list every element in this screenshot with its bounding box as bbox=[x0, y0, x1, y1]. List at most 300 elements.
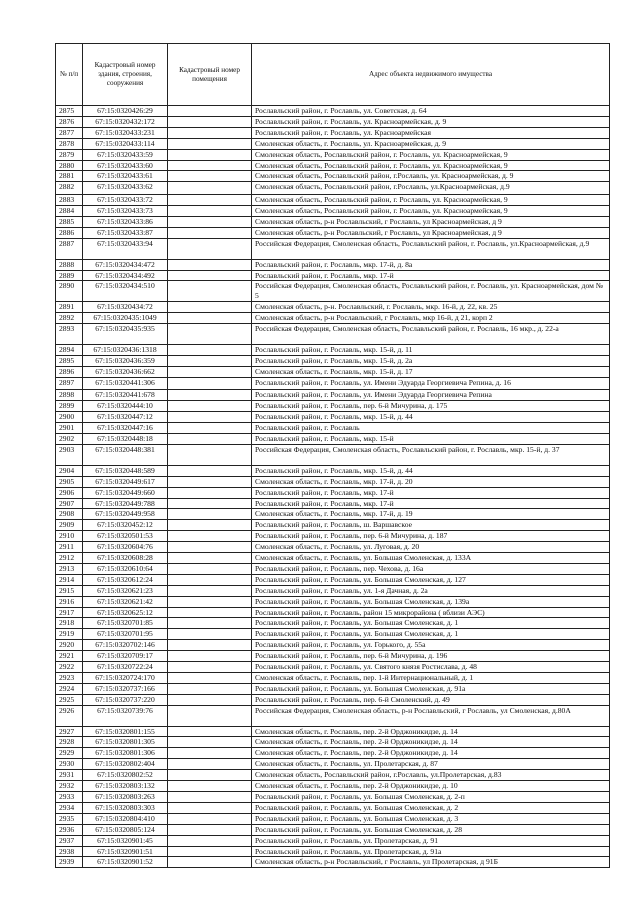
row-number: 2930 bbox=[56, 759, 83, 770]
cadastral-number: 67:15:0320608:28 bbox=[83, 553, 168, 564]
table-row bbox=[56, 281, 610, 302]
table-row bbox=[56, 662, 610, 673]
row-number: 2926 bbox=[56, 705, 83, 726]
cadastral-number: 67:15:0320449:788 bbox=[83, 498, 168, 509]
row-number: 2896 bbox=[56, 366, 83, 377]
row-number: 2920 bbox=[56, 640, 83, 651]
table-row bbox=[56, 542, 610, 553]
cadastral-number: 67:15:0320433:86 bbox=[83, 217, 168, 228]
table-row bbox=[56, 520, 610, 531]
room-cadastral-number bbox=[168, 770, 252, 781]
row-number: 2935 bbox=[56, 813, 83, 824]
room-cadastral-number bbox=[168, 195, 252, 206]
cadastral-number: 67:15:0320434:492 bbox=[83, 270, 168, 281]
row-number: 2925 bbox=[56, 694, 83, 705]
address-cell: Смоленская область, р-н. Рославльский, г. Рославль, мкр. 16-й, д. 22, кв. 25 bbox=[252, 302, 610, 313]
cadastral-number: 67:15:0320803:263 bbox=[83, 791, 168, 802]
address-cell: Российская Федерация, Смоленская область, Рославльский район, г. Рославль, 16 мкр., д. 22-а bbox=[252, 324, 610, 345]
table-row bbox=[56, 770, 610, 781]
room-cadastral-number bbox=[168, 377, 252, 390]
row-number: 2900 bbox=[56, 412, 83, 423]
header-num: № п/п bbox=[56, 44, 83, 106]
cadastral-number: 67:15:0320448:18 bbox=[83, 434, 168, 445]
table-row bbox=[56, 434, 610, 445]
row-number: 2881 bbox=[56, 171, 83, 182]
room-cadastral-number bbox=[168, 748, 252, 759]
room-cadastral-number bbox=[168, 813, 252, 824]
row-number: 2915 bbox=[56, 585, 83, 596]
address-cell: Рославльский район, г. Рославль, мкр. 15-й, д. 11 bbox=[252, 344, 610, 355]
room-cadastral-number bbox=[168, 574, 252, 585]
table-row bbox=[56, 640, 610, 651]
row-number: 2882 bbox=[56, 182, 83, 195]
table-row bbox=[56, 270, 610, 281]
cadastral-number: 67:15:0320805:124 bbox=[83, 824, 168, 835]
cadastral-number: 67:15:0320433:62 bbox=[83, 182, 168, 195]
table-row bbox=[56, 377, 610, 390]
table-row bbox=[56, 206, 610, 217]
row-number: 2938 bbox=[56, 846, 83, 857]
cadastral-number: 67:15:0320801:306 bbox=[83, 748, 168, 759]
address-cell: Рославльский район, г. Рославль, мкр. 15-й, д. 44 bbox=[252, 412, 610, 423]
table-row bbox=[56, 846, 610, 857]
address-cell: Рославльский район, г. Рославль, ул. Большая Смоленская, д. 1 bbox=[252, 629, 610, 640]
cadastral-number: 67:15:0320435:935 bbox=[83, 324, 168, 345]
table-row bbox=[56, 476, 610, 487]
table-row bbox=[56, 106, 610, 117]
room-cadastral-number bbox=[168, 476, 252, 487]
table-row bbox=[56, 694, 610, 705]
address-cell: Смоленская область, Рославльский район, г. Рославль, ул. Красноармейская, 9 bbox=[252, 206, 610, 217]
cadastral-number: 67:15:0320434:510 bbox=[83, 281, 168, 302]
cadastral-number: 67:15:0320444:10 bbox=[83, 401, 168, 412]
room-cadastral-number bbox=[168, 781, 252, 792]
table-row bbox=[56, 781, 610, 792]
row-number: 2898 bbox=[56, 390, 83, 401]
table-row bbox=[56, 563, 610, 574]
address-cell: Смоленская область, г. Рославль, пер. 2-й Орджоникидзе, д. 14 bbox=[252, 726, 610, 737]
address-cell: Смоленская область, г. Рославль, ул. Красноармейская, д. 9 bbox=[252, 138, 610, 149]
row-number: 2889 bbox=[56, 270, 83, 281]
room-cadastral-number bbox=[168, 835, 252, 846]
table-row bbox=[56, 401, 610, 412]
table-row bbox=[56, 313, 610, 324]
room-cadastral-number bbox=[168, 270, 252, 281]
row-number: 2892 bbox=[56, 313, 83, 324]
table-row bbox=[56, 182, 610, 195]
address-cell: Смоленская область, р-н Рославльский, г Рославль, мкр 16-й, д 21, корп 2 bbox=[252, 313, 610, 324]
cadastral-number: 67:15:0320737:220 bbox=[83, 694, 168, 705]
room-cadastral-number bbox=[168, 149, 252, 160]
cadastral-number: 67:15:0320433:73 bbox=[83, 206, 168, 217]
cadastral-number: 67:15:0320901:45 bbox=[83, 835, 168, 846]
table-row bbox=[56, 802, 610, 813]
cadastral-number: 67:15:0320434:472 bbox=[83, 259, 168, 270]
room-cadastral-number bbox=[168, 596, 252, 607]
address-cell: Смоленская область, г. Рославль, ул. Луговая, д. 20 bbox=[252, 542, 610, 553]
address-cell: Рославльский район, г. Рославль, ул. Большая Смоленская, д. 3 bbox=[252, 813, 610, 824]
room-cadastral-number bbox=[168, 206, 252, 217]
address-cell: Российская Федерация, Смоленская область, Рославльский район, г. Рославль, ул.Красноармейская, д.9 bbox=[252, 238, 610, 259]
address-cell: Смоленская область, г. Рославль, пер. 2-й Орджоникидзе, д. 10 bbox=[252, 781, 610, 792]
table-row bbox=[56, 737, 610, 748]
cadastral-number: 67:15:0320701:95 bbox=[83, 629, 168, 640]
address-cell: Смоленская область, г. Рославль, ул. Пролетарская, д. 87 bbox=[252, 759, 610, 770]
address-cell: Смоленская область, г. Рославль, ул. Большая Смоленская, д. 133А bbox=[252, 553, 610, 564]
room-cadastral-number bbox=[168, 498, 252, 509]
cadastral-number: 67:15:0320625:12 bbox=[83, 607, 168, 618]
room-cadastral-number bbox=[168, 846, 252, 857]
row-number: 2905 bbox=[56, 476, 83, 487]
row-number: 2921 bbox=[56, 651, 83, 662]
cadastral-number: 67:15:0320803:303 bbox=[83, 802, 168, 813]
address-cell: Рославльский район, г. Рославль, мкр. 17-й bbox=[252, 498, 610, 509]
room-cadastral-number bbox=[168, 182, 252, 195]
room-cadastral-number bbox=[168, 313, 252, 324]
address-cell: Рославльский район, г. Рославль, мкр. 17-й bbox=[252, 487, 610, 498]
address-cell: Рославльский район, г. Рославль, ул. Горького, д. 55а bbox=[252, 640, 610, 651]
room-cadastral-number bbox=[168, 423, 252, 434]
cadastral-number: 67:15:0320434:72 bbox=[83, 302, 168, 313]
row-number: 2936 bbox=[56, 824, 83, 835]
room-cadastral-number bbox=[168, 401, 252, 412]
room-cadastral-number bbox=[168, 366, 252, 377]
address-cell: Смоленская область, р-н Рославльский, г Рославль, ул Пролетарская, д 91Б bbox=[252, 857, 610, 868]
address-cell: Рославльский район, г. Рославль, ул. Имени Эдуарда Георгиевича Репина bbox=[252, 390, 610, 401]
cadastral-number: 67:15:0320701:85 bbox=[83, 618, 168, 629]
cadastral-number: 67:15:0320802:52 bbox=[83, 770, 168, 781]
cadastral-number: 67:15:0320621:23 bbox=[83, 585, 168, 596]
address-cell: Рославльский район, г. Рославль, пер. 6-й Мичурина, д. 187 bbox=[252, 531, 610, 542]
room-cadastral-number bbox=[168, 127, 252, 138]
row-number: 2887 bbox=[56, 238, 83, 259]
table-row bbox=[56, 138, 610, 149]
table-row bbox=[56, 748, 610, 759]
table-row bbox=[56, 116, 610, 127]
header-cadastral-room: Кадастровый номер помещения bbox=[168, 44, 252, 106]
table-row bbox=[56, 759, 610, 770]
room-cadastral-number bbox=[168, 651, 252, 662]
table-row bbox=[56, 344, 610, 355]
cadastral-number: 67:15:0320435:1049 bbox=[83, 313, 168, 324]
room-cadastral-number bbox=[168, 802, 252, 813]
table-row bbox=[56, 553, 610, 564]
row-number: 2902 bbox=[56, 434, 83, 445]
row-number: 2893 bbox=[56, 324, 83, 345]
room-cadastral-number bbox=[168, 445, 252, 466]
room-cadastral-number bbox=[168, 238, 252, 259]
cadastral-number: 67:15:0320702:146 bbox=[83, 640, 168, 651]
address-cell: Рославльский район, г. Рославль, ул. Красноармейская bbox=[252, 127, 610, 138]
address-cell: Рославльский район, г. Рославль, мкр. 15-й, д. 2а bbox=[252, 355, 610, 366]
room-cadastral-number bbox=[168, 520, 252, 531]
room-cadastral-number bbox=[168, 302, 252, 313]
room-cadastral-number bbox=[168, 726, 252, 737]
row-number: 2924 bbox=[56, 683, 83, 694]
cadastral-number: 67:15:0320612:24 bbox=[83, 574, 168, 585]
table-row bbox=[56, 509, 610, 520]
table-row bbox=[56, 160, 610, 171]
address-cell: Смоленская область, Рославльский район, г.Рославль, ул.Пролетарская, д.83 bbox=[252, 770, 610, 781]
cadastral-number: 67:15:0320449:617 bbox=[83, 476, 168, 487]
room-cadastral-number bbox=[168, 683, 252, 694]
cadastral-number: 67:15:0320448:381 bbox=[83, 445, 168, 466]
row-number: 2904 bbox=[56, 465, 83, 476]
room-cadastral-number bbox=[168, 227, 252, 238]
room-cadastral-number bbox=[168, 585, 252, 596]
room-cadastral-number bbox=[168, 629, 252, 640]
address-cell: Рославльский район, г. Рославль, ул. Большая Смоленская, д. 127 bbox=[252, 574, 610, 585]
row-number: 2875 bbox=[56, 106, 83, 117]
cadastral-number: 67:15:0320621:42 bbox=[83, 596, 168, 607]
row-number: 2923 bbox=[56, 673, 83, 684]
table-row bbox=[56, 596, 610, 607]
room-cadastral-number bbox=[168, 355, 252, 366]
row-number: 2907 bbox=[56, 498, 83, 509]
room-cadastral-number bbox=[168, 465, 252, 476]
row-number: 2890 bbox=[56, 281, 83, 302]
row-number: 2891 bbox=[56, 302, 83, 313]
room-cadastral-number bbox=[168, 553, 252, 564]
address-cell: Рославльский район, г. Рославль, мкр. 15-й bbox=[252, 434, 610, 445]
room-cadastral-number bbox=[168, 344, 252, 355]
table-row bbox=[56, 302, 610, 313]
cadastral-number: 67:15:0320452:12 bbox=[83, 520, 168, 531]
room-cadastral-number bbox=[168, 434, 252, 445]
address-cell: Рославльский район, г. Рославль, ул. Советская, д. 64 bbox=[252, 106, 610, 117]
row-number: 2918 bbox=[56, 618, 83, 629]
address-cell: Российская Федерация, Смоленская область, Рославльский район, г. Рославль, ул. Красноармейская, дом № 5 bbox=[252, 281, 610, 302]
cadastral-number: 67:15:0320441:306 bbox=[83, 377, 168, 390]
room-cadastral-number bbox=[168, 412, 252, 423]
row-number: 2886 bbox=[56, 227, 83, 238]
cadastral-number: 67:15:0320449:958 bbox=[83, 509, 168, 520]
cadastral-number: 67:15:0320801:305 bbox=[83, 737, 168, 748]
cadastral-number: 67:15:0320433:231 bbox=[83, 127, 168, 138]
room-cadastral-number bbox=[168, 618, 252, 629]
address-cell: Рославльский район, г. Рославль, ул. Красноармейская, д. 9 bbox=[252, 116, 610, 127]
cadastral-number: 67:15:0320804:410 bbox=[83, 813, 168, 824]
address-cell: Рославльский район, г. Рославль, пер. 6-й Мичурина, д. 196 bbox=[252, 651, 610, 662]
row-number: 2916 bbox=[56, 596, 83, 607]
row-number: 2888 bbox=[56, 259, 83, 270]
table-row bbox=[56, 127, 610, 138]
table-row bbox=[56, 465, 610, 476]
address-cell: Смоленская область, р-н Рославльский, г Рославль, ул Красноармейская, д 9 bbox=[252, 227, 610, 238]
room-cadastral-number bbox=[168, 487, 252, 498]
address-cell: Рославльский район, г. Рославль, ул. Пролетарская, д. 91 bbox=[252, 835, 610, 846]
cadastral-number: 67:15:0320433:60 bbox=[83, 160, 168, 171]
row-number: 2933 bbox=[56, 791, 83, 802]
room-cadastral-number bbox=[168, 531, 252, 542]
row-number: 2885 bbox=[56, 217, 83, 228]
table-row bbox=[56, 171, 610, 182]
room-cadastral-number bbox=[168, 160, 252, 171]
room-cadastral-number bbox=[168, 138, 252, 149]
cadastral-number: 67:15:0320722:24 bbox=[83, 662, 168, 673]
table-row bbox=[56, 487, 610, 498]
row-number: 2914 bbox=[56, 574, 83, 585]
cadastral-number: 67:15:0320432:172 bbox=[83, 116, 168, 127]
table-row bbox=[56, 195, 610, 206]
header-cadastral-building: Кадастровый номер здания, строения, сооружения bbox=[83, 44, 168, 106]
address-cell: Рославльский район, г. Рославль, ул. Большая Смоленская, д. 28 bbox=[252, 824, 610, 835]
address-cell: Рославльский район, г. Рославль, ул. Имени Эдуарда Георгиевича Репина, д. 16 bbox=[252, 377, 610, 390]
address-cell: Рославльский район, г. Рославль, ул. Святого князя Ростислава, д. 48 bbox=[252, 662, 610, 673]
room-cadastral-number bbox=[168, 694, 252, 705]
row-number: 2894 bbox=[56, 344, 83, 355]
row-number: 2880 bbox=[56, 160, 83, 171]
cadastral-number: 67:15:0320449:660 bbox=[83, 487, 168, 498]
table-row bbox=[56, 498, 610, 509]
table-row bbox=[56, 149, 610, 160]
cadastral-number: 67:15:0320610:64 bbox=[83, 563, 168, 574]
row-number: 2927 bbox=[56, 726, 83, 737]
cadastral-number: 67:15:0320709:17 bbox=[83, 651, 168, 662]
room-cadastral-number bbox=[168, 857, 252, 868]
room-cadastral-number bbox=[168, 673, 252, 684]
table-row bbox=[56, 726, 610, 737]
cadastral-number: 67:15:0320604:76 bbox=[83, 542, 168, 553]
cadastral-number: 67:15:0320901:52 bbox=[83, 857, 168, 868]
cadastral-number: 67:15:0320433:72 bbox=[83, 195, 168, 206]
cadastral-number: 67:15:0320441:678 bbox=[83, 390, 168, 401]
row-number: 2932 bbox=[56, 781, 83, 792]
table-row bbox=[56, 574, 610, 585]
address-cell: Смоленская область, Рославльский район, г. Рославль, ул. Красноармейская, 9 bbox=[252, 195, 610, 206]
table-row bbox=[56, 824, 610, 835]
address-cell: Смоленская область, г. Рославль, пер. 1-й Интернациональный, д. 1 bbox=[252, 673, 610, 684]
cadastral-number: 67:15:0320436:1318 bbox=[83, 344, 168, 355]
cadastral-number: 67:15:0320433:94 bbox=[83, 238, 168, 259]
cadastral-number: 67:15:0320433:114 bbox=[83, 138, 168, 149]
row-number: 2931 bbox=[56, 770, 83, 781]
room-cadastral-number bbox=[168, 281, 252, 302]
address-cell: Рославльский район, г. Рославль, мкр. 17-й bbox=[252, 270, 610, 281]
address-cell: Рославльский район, г. Рославль, ул. 1-я Дачная, д. 2а bbox=[252, 585, 610, 596]
row-number: 2910 bbox=[56, 531, 83, 542]
row-number: 2895 bbox=[56, 355, 83, 366]
cadastral-number: 67:15:0320801:155 bbox=[83, 726, 168, 737]
table-row bbox=[56, 227, 610, 238]
address-cell: Рославльский район, г. Рославль, ул. Пролетарская, д. 91а bbox=[252, 846, 610, 857]
room-cadastral-number bbox=[168, 824, 252, 835]
row-number: 2879 bbox=[56, 149, 83, 160]
room-cadastral-number bbox=[168, 640, 252, 651]
room-cadastral-number bbox=[168, 217, 252, 228]
address-cell: Смоленская область, г. Рославль, пер. 2-й Орджоникидзе, д. 14 bbox=[252, 737, 610, 748]
table-row bbox=[56, 324, 610, 345]
row-number: 2911 bbox=[56, 542, 83, 553]
room-cadastral-number bbox=[168, 607, 252, 618]
cadastral-number: 67:15:0320501:53 bbox=[83, 531, 168, 542]
room-cadastral-number bbox=[168, 791, 252, 802]
row-number: 2876 bbox=[56, 116, 83, 127]
cadastral-number: 67:15:0320802:404 bbox=[83, 759, 168, 770]
address-cell: Смоленская область, Рославльский район, г. Рославль, ул. Красноармейская, 9 bbox=[252, 160, 610, 171]
room-cadastral-number bbox=[168, 705, 252, 726]
room-cadastral-number bbox=[168, 259, 252, 270]
table-row bbox=[56, 857, 610, 868]
address-cell: Смоленская область, Рославльский район, г.Рославль, ул.Красноармейская, д.9 bbox=[252, 182, 610, 195]
row-number: 2912 bbox=[56, 553, 83, 564]
table-row bbox=[56, 217, 610, 228]
cadastral-number: 67:15:0320739:76 bbox=[83, 705, 168, 726]
address-cell: Российская Федерация, Смоленская область, р-н Рославльский, г Рославль, ул Смоленская, д.80А bbox=[252, 705, 610, 726]
cadastral-number: 67:15:0320724:170 bbox=[83, 673, 168, 684]
room-cadastral-number bbox=[168, 563, 252, 574]
row-number: 2917 bbox=[56, 607, 83, 618]
table-row bbox=[56, 683, 610, 694]
address-cell: Рославльский район, г. Рославль, пер. 6-й Смоленский, д. 49 bbox=[252, 694, 610, 705]
cadastral-number: 67:15:0320803:132 bbox=[83, 781, 168, 792]
table-row bbox=[56, 607, 610, 618]
cadastral-number: 67:15:0320433:61 bbox=[83, 171, 168, 182]
row-number: 2922 bbox=[56, 662, 83, 673]
table-row bbox=[56, 813, 610, 824]
address-cell: Российская Федерация, Смоленская область, Рославльский район, г. Рославль, мкр. 15-й, д. 37 bbox=[252, 445, 610, 466]
header-address: Адрес объекта недвижимого имущества bbox=[252, 44, 610, 106]
row-number: 2929 bbox=[56, 748, 83, 759]
row-number: 2939 bbox=[56, 857, 83, 868]
row-number: 2919 bbox=[56, 629, 83, 640]
row-number: 2928 bbox=[56, 737, 83, 748]
table-row bbox=[56, 673, 610, 684]
address-cell: Рославльский район, г. Рославль, ул. Большая Смоленская, д. 91а bbox=[252, 683, 610, 694]
room-cadastral-number bbox=[168, 116, 252, 127]
row-number: 2934 bbox=[56, 802, 83, 813]
row-number: 2903 bbox=[56, 445, 83, 466]
cadastral-number: 67:15:0320448:589 bbox=[83, 465, 168, 476]
address-cell: Смоленская область, р-н Рославльский, г Рославль, ул Красноармейская, д 9 bbox=[252, 217, 610, 228]
address-cell: Рославльский район, г. Рославль, мкр. 15-й, д. 44 bbox=[252, 465, 610, 476]
row-number: 2913 bbox=[56, 563, 83, 574]
table-row bbox=[56, 445, 610, 466]
cadastral-number: 67:15:0320901:51 bbox=[83, 846, 168, 857]
document-page bbox=[55, 43, 609, 868]
table-row bbox=[56, 259, 610, 270]
row-number: 2906 bbox=[56, 487, 83, 498]
table-row bbox=[56, 531, 610, 542]
cadastral-number: 67:15:0320433:59 bbox=[83, 149, 168, 160]
address-cell: Рославльский район, г. Рославль bbox=[252, 423, 610, 434]
cadastral-number: 67:15:0320436:359 bbox=[83, 355, 168, 366]
address-cell: Смоленская область, г. Рославль, мкр. 15-й, д. 17 bbox=[252, 366, 610, 377]
table-row bbox=[56, 629, 610, 640]
room-cadastral-number bbox=[168, 171, 252, 182]
room-cadastral-number bbox=[168, 324, 252, 345]
cadastral-number: 67:15:0320433:87 bbox=[83, 227, 168, 238]
table-row bbox=[56, 705, 610, 726]
cadastral-number: 67:15:0320426:29 bbox=[83, 106, 168, 117]
table-row bbox=[56, 791, 610, 802]
table-row bbox=[56, 618, 610, 629]
address-cell: Рославльский район, г. Рославль, район 15 микрорайона ( вблизи АЭС) bbox=[252, 607, 610, 618]
row-number: 2899 bbox=[56, 401, 83, 412]
room-cadastral-number bbox=[168, 759, 252, 770]
address-cell: Рославльский район, г. Рославль, ул. Большая Смоленская, д. 1 bbox=[252, 618, 610, 629]
table-row bbox=[56, 412, 610, 423]
row-number: 2897 bbox=[56, 377, 83, 390]
room-cadastral-number bbox=[168, 390, 252, 401]
row-number: 2937 bbox=[56, 835, 83, 846]
address-cell: Рославльский район, г. Рославль, пер. 6-й Мичурина, д. 175 bbox=[252, 401, 610, 412]
address-cell: Рославльский район, г. Рославль, ул. Большая Смоленская, д. 2-п bbox=[252, 791, 610, 802]
table-row bbox=[56, 355, 610, 366]
room-cadastral-number bbox=[168, 662, 252, 673]
table-row bbox=[56, 238, 610, 259]
room-cadastral-number bbox=[168, 542, 252, 553]
